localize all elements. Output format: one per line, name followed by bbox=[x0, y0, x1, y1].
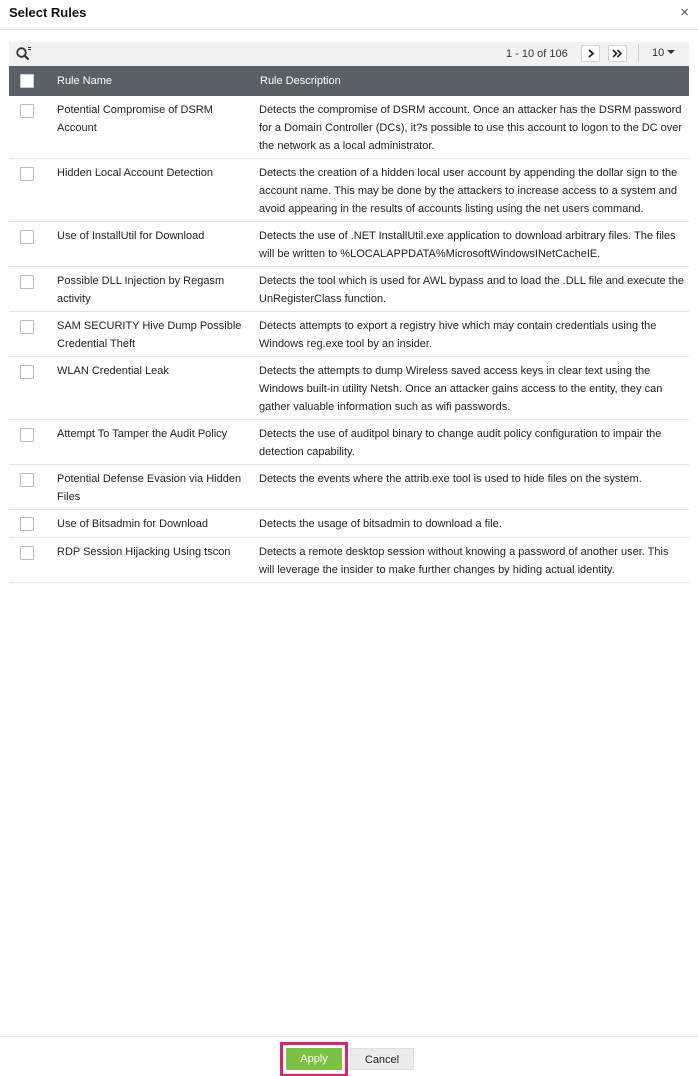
rule-name: Potential Compromise of DSRM Account bbox=[57, 104, 213, 134]
last-page-button[interactable] bbox=[608, 45, 627, 62]
rule-name: Use of Bitsadmin for Download bbox=[57, 518, 209, 530]
column-header-rule-name[interactable]: Rule Name bbox=[57, 75, 113, 87]
row-checkbox[interactable] bbox=[20, 517, 34, 531]
rule-description: Detects the usage of bitsadmin to download a file. bbox=[259, 518, 502, 530]
table-row[interactable] bbox=[9, 222, 689, 267]
rule-description: Detects the use of .NET InstallUtil.exe application to download arbitrary files. The files will be written to %LOCALAPPDATA%MicrosoftWindowsINetCacheIE. bbox=[259, 230, 676, 260]
rule-description: Detects the tool which is used for AWL bypass and to load the .DLL file and execute the UnRegisterClass function. bbox=[259, 275, 684, 305]
row-checkbox[interactable] bbox=[20, 275, 34, 289]
table-row[interactable] bbox=[9, 267, 689, 312]
column-header-rule-description[interactable]: Rule Description bbox=[260, 75, 341, 87]
row-checkbox[interactable] bbox=[20, 104, 34, 118]
row-checkbox[interactable] bbox=[20, 428, 34, 442]
close-button[interactable]: × bbox=[680, 4, 689, 21]
row-checkbox[interactable] bbox=[20, 473, 34, 487]
page-size-value: 10 bbox=[652, 47, 665, 59]
pager-divider bbox=[638, 44, 639, 62]
rule-name: WLAN Credential Leak bbox=[57, 365, 169, 377]
rule-name: Hidden Local Account Detection bbox=[57, 167, 213, 179]
chevron-right-icon bbox=[587, 49, 595, 58]
rule-description: Detects the events where the attrib.exe tool is used to hide files on the system. bbox=[259, 473, 642, 485]
table-header bbox=[9, 66, 689, 96]
table-row[interactable] bbox=[9, 465, 689, 510]
rule-description: Detects the creation of a hidden local user account by appending the dollar sign to the account name. This may be done by the attackers to increase access to a system and avoid appearing in the results of accounts listing using the net users command. bbox=[259, 167, 678, 215]
rule-name: Use of InstallUtil for Download bbox=[57, 230, 205, 242]
select-all-checkbox[interactable] bbox=[20, 74, 34, 88]
rule-name: SAM SECURITY Hive Dump Possible Credential Theft bbox=[57, 320, 242, 350]
rules-table bbox=[9, 66, 689, 583]
table-row[interactable] bbox=[9, 312, 689, 357]
next-page-button[interactable] bbox=[581, 45, 600, 62]
row-checkbox[interactable] bbox=[20, 365, 34, 379]
apply-button[interactable]: Apply bbox=[286, 1048, 342, 1070]
rule-description: Detects the attempts to dump Wireless saved access keys in clear text using the Windows built-in utility Netsh. Once an attacker gains access to the entity, they can gather valuable information such as wifi passwords. bbox=[259, 365, 663, 413]
row-checkbox[interactable] bbox=[20, 230, 34, 244]
table-row[interactable] bbox=[9, 357, 689, 420]
table-row[interactable] bbox=[9, 96, 689, 159]
rule-description: Detects the use of auditpol binary to change audit policy configuration to impair the detection capability. bbox=[259, 428, 662, 458]
row-checkbox[interactable] bbox=[20, 546, 34, 560]
caret-down-icon bbox=[667, 50, 675, 54]
rule-description: Detects the compromise of DSRM account. Once an attacker has the DSRM password for a Domain Controller (DCs), it?s possible to use this account to logon to the DC over the network as a local administrator. bbox=[259, 104, 683, 152]
rule-description: Detects attempts to export a registry hive which may contain credentials using the Windows reg.exe tool by an insider. bbox=[259, 320, 657, 350]
rule-name: Possible DLL Injection by Regasm activity bbox=[57, 275, 225, 305]
page-size-select[interactable] bbox=[652, 47, 675, 60]
dialog-footer bbox=[0, 1036, 698, 1076]
rule-name: Potential Defense Evasion via Hidden Files bbox=[57, 473, 242, 503]
search-icon[interactable] bbox=[15, 46, 33, 62]
row-checkbox[interactable] bbox=[20, 320, 34, 334]
table-row[interactable] bbox=[9, 420, 689, 465]
row-checkbox[interactable] bbox=[20, 167, 34, 181]
double-chevron-right-icon bbox=[612, 49, 623, 58]
table-toolbar bbox=[9, 42, 689, 66]
table-row[interactable] bbox=[9, 159, 689, 222]
rule-name: RDP Session Hijacking Using tscon bbox=[57, 546, 231, 558]
table-row[interactable] bbox=[9, 538, 689, 583]
rule-name: Attempt To Tamper the Audit Policy bbox=[57, 428, 228, 440]
table-row[interactable] bbox=[9, 510, 689, 538]
cancel-button[interactable]: Cancel bbox=[350, 1048, 414, 1070]
rule-description: Detects a remote desktop session without knowing a password of another user. This will leverage the insider to make further changes by hiding actual identity. bbox=[259, 546, 669, 576]
dialog-header bbox=[0, 0, 698, 30]
pager-range: 1 - 10 of 106 bbox=[506, 48, 568, 60]
dialog-title: Select Rules bbox=[9, 5, 87, 20]
